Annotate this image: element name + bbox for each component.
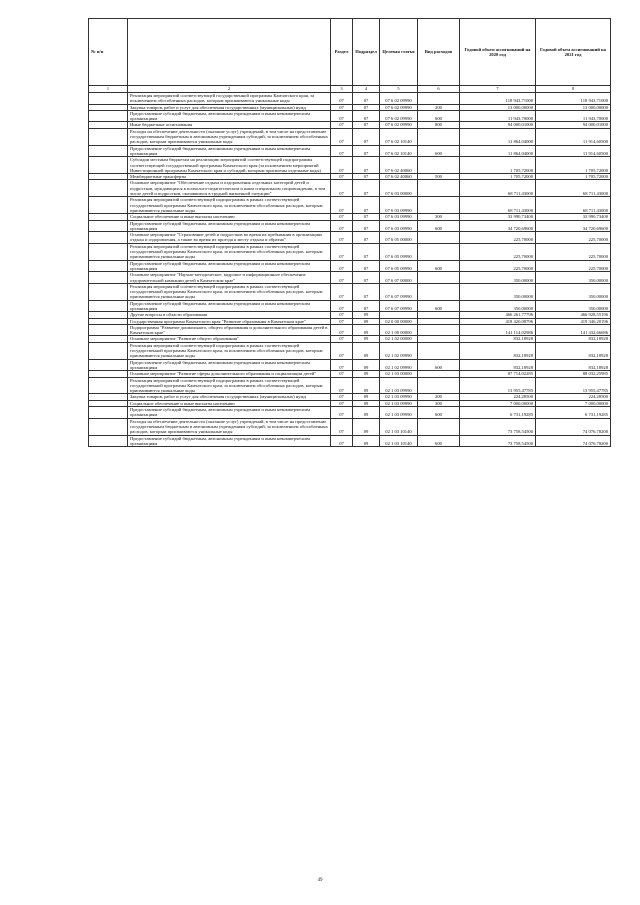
row-subsection-cell: 07 (353, 220, 380, 232)
row-subsection-cell: 09 (353, 394, 380, 400)
row-name-cell: Подпрограмма "Развитие дошкольного, общего образования и дополнительного образования детей в Камчатском крае" (128, 324, 331, 336)
table-row (89, 272, 611, 284)
row-section-cell: 07 (331, 371, 353, 377)
column-index-row (89, 86, 611, 93)
row-section-cell: 07 (331, 318, 353, 324)
row-section-cell: 07 (331, 197, 353, 214)
row-name-cell: Социальное обеспечение и иные выплаты населению (128, 214, 331, 220)
row-number-cell (89, 272, 128, 284)
row-name-cell: Иные бюджетные ассигнования (128, 122, 331, 128)
row-2020-cell: 141 114,02986 (460, 324, 536, 336)
table-row (89, 342, 611, 359)
row-2021-cell: 225,70000 (536, 260, 611, 272)
row-subsection-cell: 09 (353, 336, 380, 342)
row-2020-cell: 418 420,08796 (460, 318, 536, 324)
row-number-cell (89, 197, 128, 214)
row-2020-cell: 832,18928 (460, 336, 536, 342)
budget-table (88, 18, 611, 447)
header-expense: Вид расходов (418, 19, 460, 86)
row-section-cell: 07 (331, 400, 353, 406)
row-expense-cell (418, 128, 460, 145)
row-2021-cell: 68 711,43000 (536, 180, 611, 197)
row-section-cell: 07 (331, 407, 353, 419)
row-subsection-cell: 07 (353, 214, 380, 220)
row-target-cell: 02 1 03 09990 (380, 400, 418, 406)
row-expense-cell: 600 (418, 260, 460, 272)
index-cell: 8 (536, 86, 611, 93)
row-number-cell (89, 220, 128, 232)
row-target-cell: 02 1 02 09990 (380, 342, 418, 359)
header-num: № п/п (89, 19, 128, 86)
row-name-cell: Расходы на обеспечение деятельности (оказание услуг) учреждений, в том числе на предоставление государственным бюджетным и автономным учреждениям субсидий, за исключением обособленных расходов, которым присваиваются уникальные коды (128, 128, 331, 145)
row-name-cell: Основное мероприятие "Научно-методическое, кадровое и информационное обеспечение оздоровительной кампании детей в Камчатском крае" (128, 272, 331, 284)
row-target-cell: 07 6 02 09990 (380, 104, 418, 110)
row-subsection-cell: 09 (353, 342, 380, 359)
row-name-cell: Предоставление субсидий бюджетным, автономным учреждениям и иным некоммерческим организациям (128, 110, 331, 122)
table-row (89, 93, 611, 105)
row-subsection-cell: 07 (353, 300, 380, 312)
row-section-cell: 07 (331, 336, 353, 342)
row-expense-cell: 600 (418, 359, 460, 371)
row-target-cell: 02 1 03 10140 (380, 435, 418, 447)
row-expense-cell (418, 243, 460, 260)
row-subsection-cell: 07 (353, 122, 380, 128)
row-name-cell: Основное мероприятие "Страхование детей и подростков во время их пребывания в организациях отдыха и оздоровления, а также во время их проезда к месту отдыха и обратно" (128, 232, 331, 244)
row-expense-cell (418, 180, 460, 197)
row-subsection-cell: 07 (353, 283, 380, 300)
row-name-cell: Реализация мероприятий соответствующей подпрограммы в рамках соответствующей государственной программы Камчатского края, за исключением обособленных расходов, которым присваиваются уникальные коды (128, 283, 331, 300)
row-target-cell: 02 1 00 00000 (380, 324, 418, 336)
row-expense-cell (418, 157, 460, 174)
row-expense-cell: 500 (418, 174, 460, 180)
row-number-cell (89, 407, 128, 419)
row-section-cell: 07 (331, 260, 353, 272)
row-2020-cell: 225,70000 (460, 232, 536, 244)
row-2020-cell: 832,18928 (460, 359, 536, 371)
row-section-cell: 07 (331, 145, 353, 157)
row-name-cell: Реализация мероприятий соответствующей подпрограммы в рамках соответствующей государственной программы Камчатского края, за исключением обособленных расходов, которым присваиваются уникальные коды (128, 243, 331, 260)
row-subsection-cell: 09 (353, 324, 380, 336)
row-name-cell: Предоставление субсидий бюджетным, автономным учреждениям и иным некоммерческим организациям (128, 220, 331, 232)
table-row (89, 197, 611, 214)
row-section-cell: 07 (331, 174, 353, 180)
row-name-cell: Предоставление субсидий бюджетным, автономным учреждениям и иным некоммерческим организациям (128, 300, 331, 312)
row-subsection-cell: 07 (353, 260, 380, 272)
index-cell: 7 (460, 86, 536, 93)
row-target-cell: 02 1 03 10140 (380, 418, 418, 435)
row-2021-cell: 118 943,71000 (536, 93, 611, 105)
row-number-cell (89, 145, 128, 157)
index-cell: 4 (353, 86, 380, 93)
table-row (89, 377, 611, 394)
row-2021-cell: 350,00000 (536, 283, 611, 300)
row-expense-cell (418, 342, 460, 359)
header-name (128, 19, 331, 86)
row-name-cell: Другие вопросы в области образования (128, 312, 331, 318)
budget-sheet (88, 18, 610, 447)
row-2021-cell: 11 914,60500 (536, 145, 611, 157)
row-subsection-cell: 09 (353, 400, 380, 406)
row-2020-cell: 68 711,43000 (460, 197, 536, 214)
table-row (89, 359, 611, 371)
table-row (89, 300, 611, 312)
row-target-cell: 02 1 03 09990 (380, 407, 418, 419)
row-number-cell (89, 157, 128, 174)
row-name-cell: Реализация мероприятий соответствующей подпрограммы в рамках соответствующей государственной программы Камчатского края, за исключением обособленных расходов, которым присваиваются уникальные коды (128, 197, 331, 214)
row-subsection-cell: 07 (353, 128, 380, 145)
row-expense-cell: 800 (418, 122, 460, 128)
row-section-cell: 07 (331, 312, 353, 318)
row-number-cell (89, 110, 128, 122)
row-name-cell: Предоставление субсидий бюджетным, автономным учреждениям и иным некоммерческим организациям (128, 435, 331, 447)
row-2020-cell: 224,28500 (460, 394, 536, 400)
row-section-cell: 07 (331, 157, 353, 174)
row-subsection-cell: 09 (353, 407, 380, 419)
row-expense-cell: 200 (418, 104, 460, 110)
row-subsection-cell: 07 (353, 93, 380, 105)
row-2021-cell: 419 346,20196 (536, 318, 611, 324)
row-target-cell: 02 1 02 09990 (380, 359, 418, 371)
row-subsection-cell: 07 (353, 157, 380, 174)
row-2020-cell: 466 261,77796 (460, 312, 536, 318)
budget-rows (89, 93, 611, 447)
row-section-cell: 07 (331, 342, 353, 359)
row-subsection-cell: 07 (353, 197, 380, 214)
row-target-cell: 07 6 02 09990 (380, 110, 418, 122)
row-number-cell (89, 435, 128, 447)
row-target-cell: 07 6 05 09990 (380, 260, 418, 272)
row-target-cell: 07 6 03 09990 (380, 220, 418, 232)
row-number-cell (89, 128, 128, 145)
row-2020-cell: 1 705,72000 (460, 157, 536, 174)
row-subsection-cell: 07 (353, 110, 380, 122)
row-number-cell (89, 232, 128, 244)
index-cell: 1 (89, 86, 128, 93)
table-row (89, 283, 611, 300)
row-section-cell: 07 (331, 324, 353, 336)
row-2020-cell: 225,70000 (460, 260, 536, 272)
index-cell: 2 (128, 86, 331, 93)
table-row (89, 260, 611, 272)
row-name-cell: Предоставление субсидий бюджетным, автономным учреждениям и иным некоммерческим организациям (128, 407, 331, 419)
row-2020-cell: 7 000,00000 (460, 400, 536, 406)
row-2021-cell: 88 032,25985 (536, 371, 611, 377)
row-subsection-cell: 07 (353, 243, 380, 260)
table-row (89, 145, 611, 157)
row-target-cell: 07 6 07 09990 (380, 283, 418, 300)
row-2020-cell: 6 731,19285 (460, 407, 536, 419)
row-2021-cell: 1 705,72000 (536, 157, 611, 174)
header-subsection: Подраздел (353, 19, 380, 86)
row-target-cell: 07 6 02 10140 (380, 128, 418, 145)
row-section-cell: 07 (331, 377, 353, 394)
row-number-cell (89, 243, 128, 260)
row-2021-cell: 1 705,72000 (536, 174, 611, 180)
table-row (89, 220, 611, 232)
page-number: 49 (317, 878, 323, 883)
row-section-cell: 07 (331, 418, 353, 435)
row-subsection-cell: 09 (353, 418, 380, 435)
header-2020: Годовой объем ассигнований на 2020 год (460, 19, 536, 86)
row-name-cell: Предоставление субсидий бюджетным, автономным учреждениям и иным некоммерческим организациям (128, 260, 331, 272)
row-expense-cell: 600 (418, 407, 460, 419)
row-expense-cell: 600 (418, 435, 460, 447)
row-section-cell: 07 (331, 128, 353, 145)
row-2020-cell: 11 864,04000 (460, 128, 536, 145)
row-2021-cell: 33 990,73400 (536, 214, 611, 220)
header-target: Целевая статья (380, 19, 418, 86)
row-name-cell: Предоставление субсидий бюджетным, автономным учреждениям и иным некоммерческим организациям (128, 359, 331, 371)
row-target-cell: 07 6 03 09990 (380, 214, 418, 220)
row-target-cell: 02 1 03 00000 (380, 371, 418, 377)
row-expense-cell: 300 (418, 400, 460, 406)
row-target-cell: 02 1 03 09990 (380, 394, 418, 400)
row-expense-cell (418, 418, 460, 435)
row-name-cell: Субсидии местным бюджетам на реализацию мероприятий соответствующей подпрограммы соответствующей государственной программы Камчатского края (за исключением мероприятий Инвестиционной программы Камчатского края и субсидий, которым присвоены отдельные коды) (128, 157, 331, 174)
row-number-cell (89, 300, 128, 312)
row-number-cell (89, 359, 128, 371)
row-expense-cell: 600 (418, 110, 460, 122)
row-2020-cell: 33 990,73400 (460, 214, 536, 220)
table-row (89, 407, 611, 419)
row-target-cell: 07 6 03 09990 (380, 197, 418, 214)
row-2020-cell: 350,00000 (460, 300, 536, 312)
row-section-cell: 07 (331, 104, 353, 110)
row-name-cell: Реализация мероприятий соответствующей государственной программы Камчатского края, за исключением обособленных расходов, которым присваиваются уникальные коды (128, 93, 331, 105)
header-section: Раздел (331, 19, 353, 86)
row-2021-cell: 13 000,00000 (536, 104, 611, 110)
row-target-cell: 07 6 02 09990 (380, 93, 418, 105)
row-2021-cell: 350,00000 (536, 300, 611, 312)
row-2020-cell: 13 955,47785 (460, 377, 536, 394)
row-number-cell (89, 283, 128, 300)
row-subsection-cell: 07 (353, 174, 380, 180)
index-cell: 6 (418, 86, 460, 93)
row-2021-cell: 350,00000 (536, 272, 611, 284)
row-subsection-cell: 09 (353, 377, 380, 394)
row-2021-cell: 13 955,47785 (536, 377, 611, 394)
row-2020-cell: 87 714,02285 (460, 371, 536, 377)
table-row (89, 128, 611, 145)
row-2020-cell: 73 758,54500 (460, 435, 536, 447)
table-row (89, 110, 611, 122)
row-target-cell: 07 6 05 09990 (380, 243, 418, 260)
row-name-cell: Основное мероприятие "Обеспечение отдыха и оздоровления отдельных категорий детей и подростков, нуждающихся в психолого-педагогическом и ином специальном сопровождении, в том числе детей и подростков, оказавшихся в трудной жизненной ситуации" (128, 180, 331, 197)
row-section-cell: 07 (331, 272, 353, 284)
row-section-cell: 07 (331, 394, 353, 400)
table-row (89, 243, 611, 260)
row-name-cell: Предоставление субсидий бюджетным, автономным учреждениям и иным некоммерческим организациям (128, 145, 331, 157)
row-section-cell: 07 (331, 300, 353, 312)
row-2021-cell: 224,28500 (536, 394, 611, 400)
row-expense-cell (418, 93, 460, 105)
row-number-cell (89, 377, 128, 394)
row-name-cell: Реализация мероприятий соответствующей подпрограммы в рамках соответствующей государственной программы Камчатского края, за исключением обособленных расходов, которым присваиваются уникальные коды (128, 377, 331, 394)
row-subsection-cell: 09 (353, 371, 380, 377)
row-expense-cell (418, 377, 460, 394)
row-target-cell: 02 1 02 00000 (380, 336, 418, 342)
row-section-cell: 07 (331, 110, 353, 122)
row-2021-cell: 225,70000 (536, 232, 611, 244)
row-subsection-cell: 09 (353, 359, 380, 371)
row-name-cell: Социальное обеспечение и иные выплаты населению (128, 400, 331, 406)
row-section-cell: 07 (331, 283, 353, 300)
row-target-cell: 02 1 03 09990 (380, 377, 418, 394)
row-expense-cell (418, 283, 460, 300)
row-section-cell: 07 (331, 180, 353, 197)
row-section-cell: 07 (331, 220, 353, 232)
row-subsection-cell: 09 (353, 318, 380, 324)
row-target-cell: 07 6 02 40060 (380, 157, 418, 174)
row-2021-cell: 68 711,43000 (536, 197, 611, 214)
row-subsection-cell: 07 (353, 145, 380, 157)
row-2021-cell: 34 720,69600 (536, 220, 611, 232)
row-2021-cell: 74 076,78200 (536, 418, 611, 435)
row-expense-cell (418, 272, 460, 284)
row-2020-cell: 34 720,69600 (460, 220, 536, 232)
table-row (89, 232, 611, 244)
row-number-cell (89, 180, 128, 197)
row-subsection-cell: 09 (353, 435, 380, 447)
row-name-cell: Государственная программа Камчатского края "Развитие образования в Камчатском крае" (128, 318, 331, 324)
row-expense-cell: 600 (418, 300, 460, 312)
row-number-cell (89, 93, 128, 105)
row-subsection-cell: 07 (353, 104, 380, 110)
row-target-cell: 07 6 05 00000 (380, 232, 418, 244)
row-2021-cell: 832,18928 (536, 359, 611, 371)
row-name-cell: Расходы на обеспечение деятельности (оказание услуг) учреждений, в том числе на предоставление государственным бюджетным и автономным учреждениям субсидий, за исключением обособленных расходов, которым присваиваются уникальные коды (128, 418, 331, 435)
row-section-cell: 07 (331, 232, 353, 244)
table-row (89, 180, 611, 197)
row-number-cell (89, 418, 128, 435)
row-expense-cell: 200 (418, 394, 460, 400)
row-expense-cell: 600 (418, 145, 460, 157)
row-2020-cell: 225,70000 (460, 243, 536, 260)
row-2020-cell: 13 000,00000 (460, 104, 536, 110)
row-2020-cell: 94 000,01000 (460, 122, 536, 128)
row-section-cell: 07 (331, 359, 353, 371)
row-target-cell: 07 6 02 40060 (380, 174, 418, 180)
table-row (89, 418, 611, 435)
row-target-cell: 07 6 02 09990 (380, 122, 418, 128)
row-expense-cell: 600 (418, 220, 460, 232)
table-row (89, 435, 611, 447)
row-name-cell: Основное мероприятие "Развитие сферы дополнительного образования и социализации детей" (128, 371, 331, 377)
row-section-cell: 07 (331, 122, 353, 128)
row-section-cell: 07 (331, 435, 353, 447)
index-cell: 5 (380, 86, 418, 93)
row-target-cell: 07 6 07 09990 (380, 300, 418, 312)
row-2021-cell: 7 000,00000 (536, 400, 611, 406)
row-2021-cell: 141 432,66686 (536, 324, 611, 336)
row-number-cell (89, 324, 128, 336)
row-2021-cell: 832,18928 (536, 342, 611, 359)
row-2021-cell: 6 731,19285 (536, 407, 611, 419)
row-subsection-cell: 07 (353, 232, 380, 244)
row-subsection-cell: 07 (353, 272, 380, 284)
row-expense-cell (418, 324, 460, 336)
row-target-cell: 02 0 00 00000 (380, 318, 418, 324)
row-name-cell: Закупка товаров, работ и услуг для обеспечения государственных (муниципальных) нужд (128, 104, 331, 110)
row-expense-cell (418, 197, 460, 214)
row-2020-cell: 68 711,43000 (460, 180, 536, 197)
row-number-cell (89, 260, 128, 272)
row-2020-cell: 118 943,71000 (460, 93, 536, 105)
row-subsection-cell: 07 (353, 180, 380, 197)
row-number-cell (89, 342, 128, 359)
row-target-cell: 07 6 07 00000 (380, 272, 418, 284)
row-section-cell: 07 (331, 93, 353, 105)
row-2020-cell: 350,00000 (460, 283, 536, 300)
row-section-cell: 07 (331, 214, 353, 220)
row-name-cell: Реализация мероприятий соответствующей подпрограммы в рамках соответствующей государственной программы Камчатского края, за исключением обособленных расходов, которым присваиваются уникальные коды (128, 342, 331, 359)
header-2021: Годовой объем ассигнований на 2021 год (536, 19, 611, 86)
row-2021-cell: 225,70000 (536, 243, 611, 260)
row-2021-cell: 74 076,78200 (536, 435, 611, 447)
row-2020-cell: 1 705,72000 (460, 174, 536, 180)
row-2021-cell: 832,18928 (536, 336, 611, 342)
row-expense-cell: 300 (418, 214, 460, 220)
table-row (89, 157, 611, 174)
row-2020-cell: 350,00000 (460, 272, 536, 284)
row-target-cell: 07 6 02 10140 (380, 145, 418, 157)
row-2020-cell: 832,18928 (460, 342, 536, 359)
table-header-row (89, 19, 611, 86)
row-2020-cell: 11 864,04000 (460, 145, 536, 157)
row-name-cell: Закупка товаров, работ и услуг для обеспечения государственных (муниципальных) нужд (128, 394, 331, 400)
index-cell: 3 (331, 86, 353, 93)
row-name-cell: Основное мероприятие "Развитие общего образования" (128, 336, 331, 342)
row-2020-cell: 73 758,54500 (460, 418, 536, 435)
row-2020-cell: 11 943,70000 (460, 110, 536, 122)
row-subsection-cell: 09 (353, 312, 380, 318)
row-section-cell: 07 (331, 243, 353, 260)
row-name-cell: Межбюджетные трансферты (128, 174, 331, 180)
table-row (89, 324, 611, 336)
row-2021-cell: 11 943,70000 (536, 110, 611, 122)
row-2021-cell: 466 928,55196 (536, 312, 611, 318)
row-target-cell: 07 6 03 00000 (380, 180, 418, 197)
row-2021-cell: 11 914,60500 (536, 128, 611, 145)
row-2021-cell: 94 000,01000 (536, 122, 611, 128)
row-expense-cell (418, 232, 460, 244)
